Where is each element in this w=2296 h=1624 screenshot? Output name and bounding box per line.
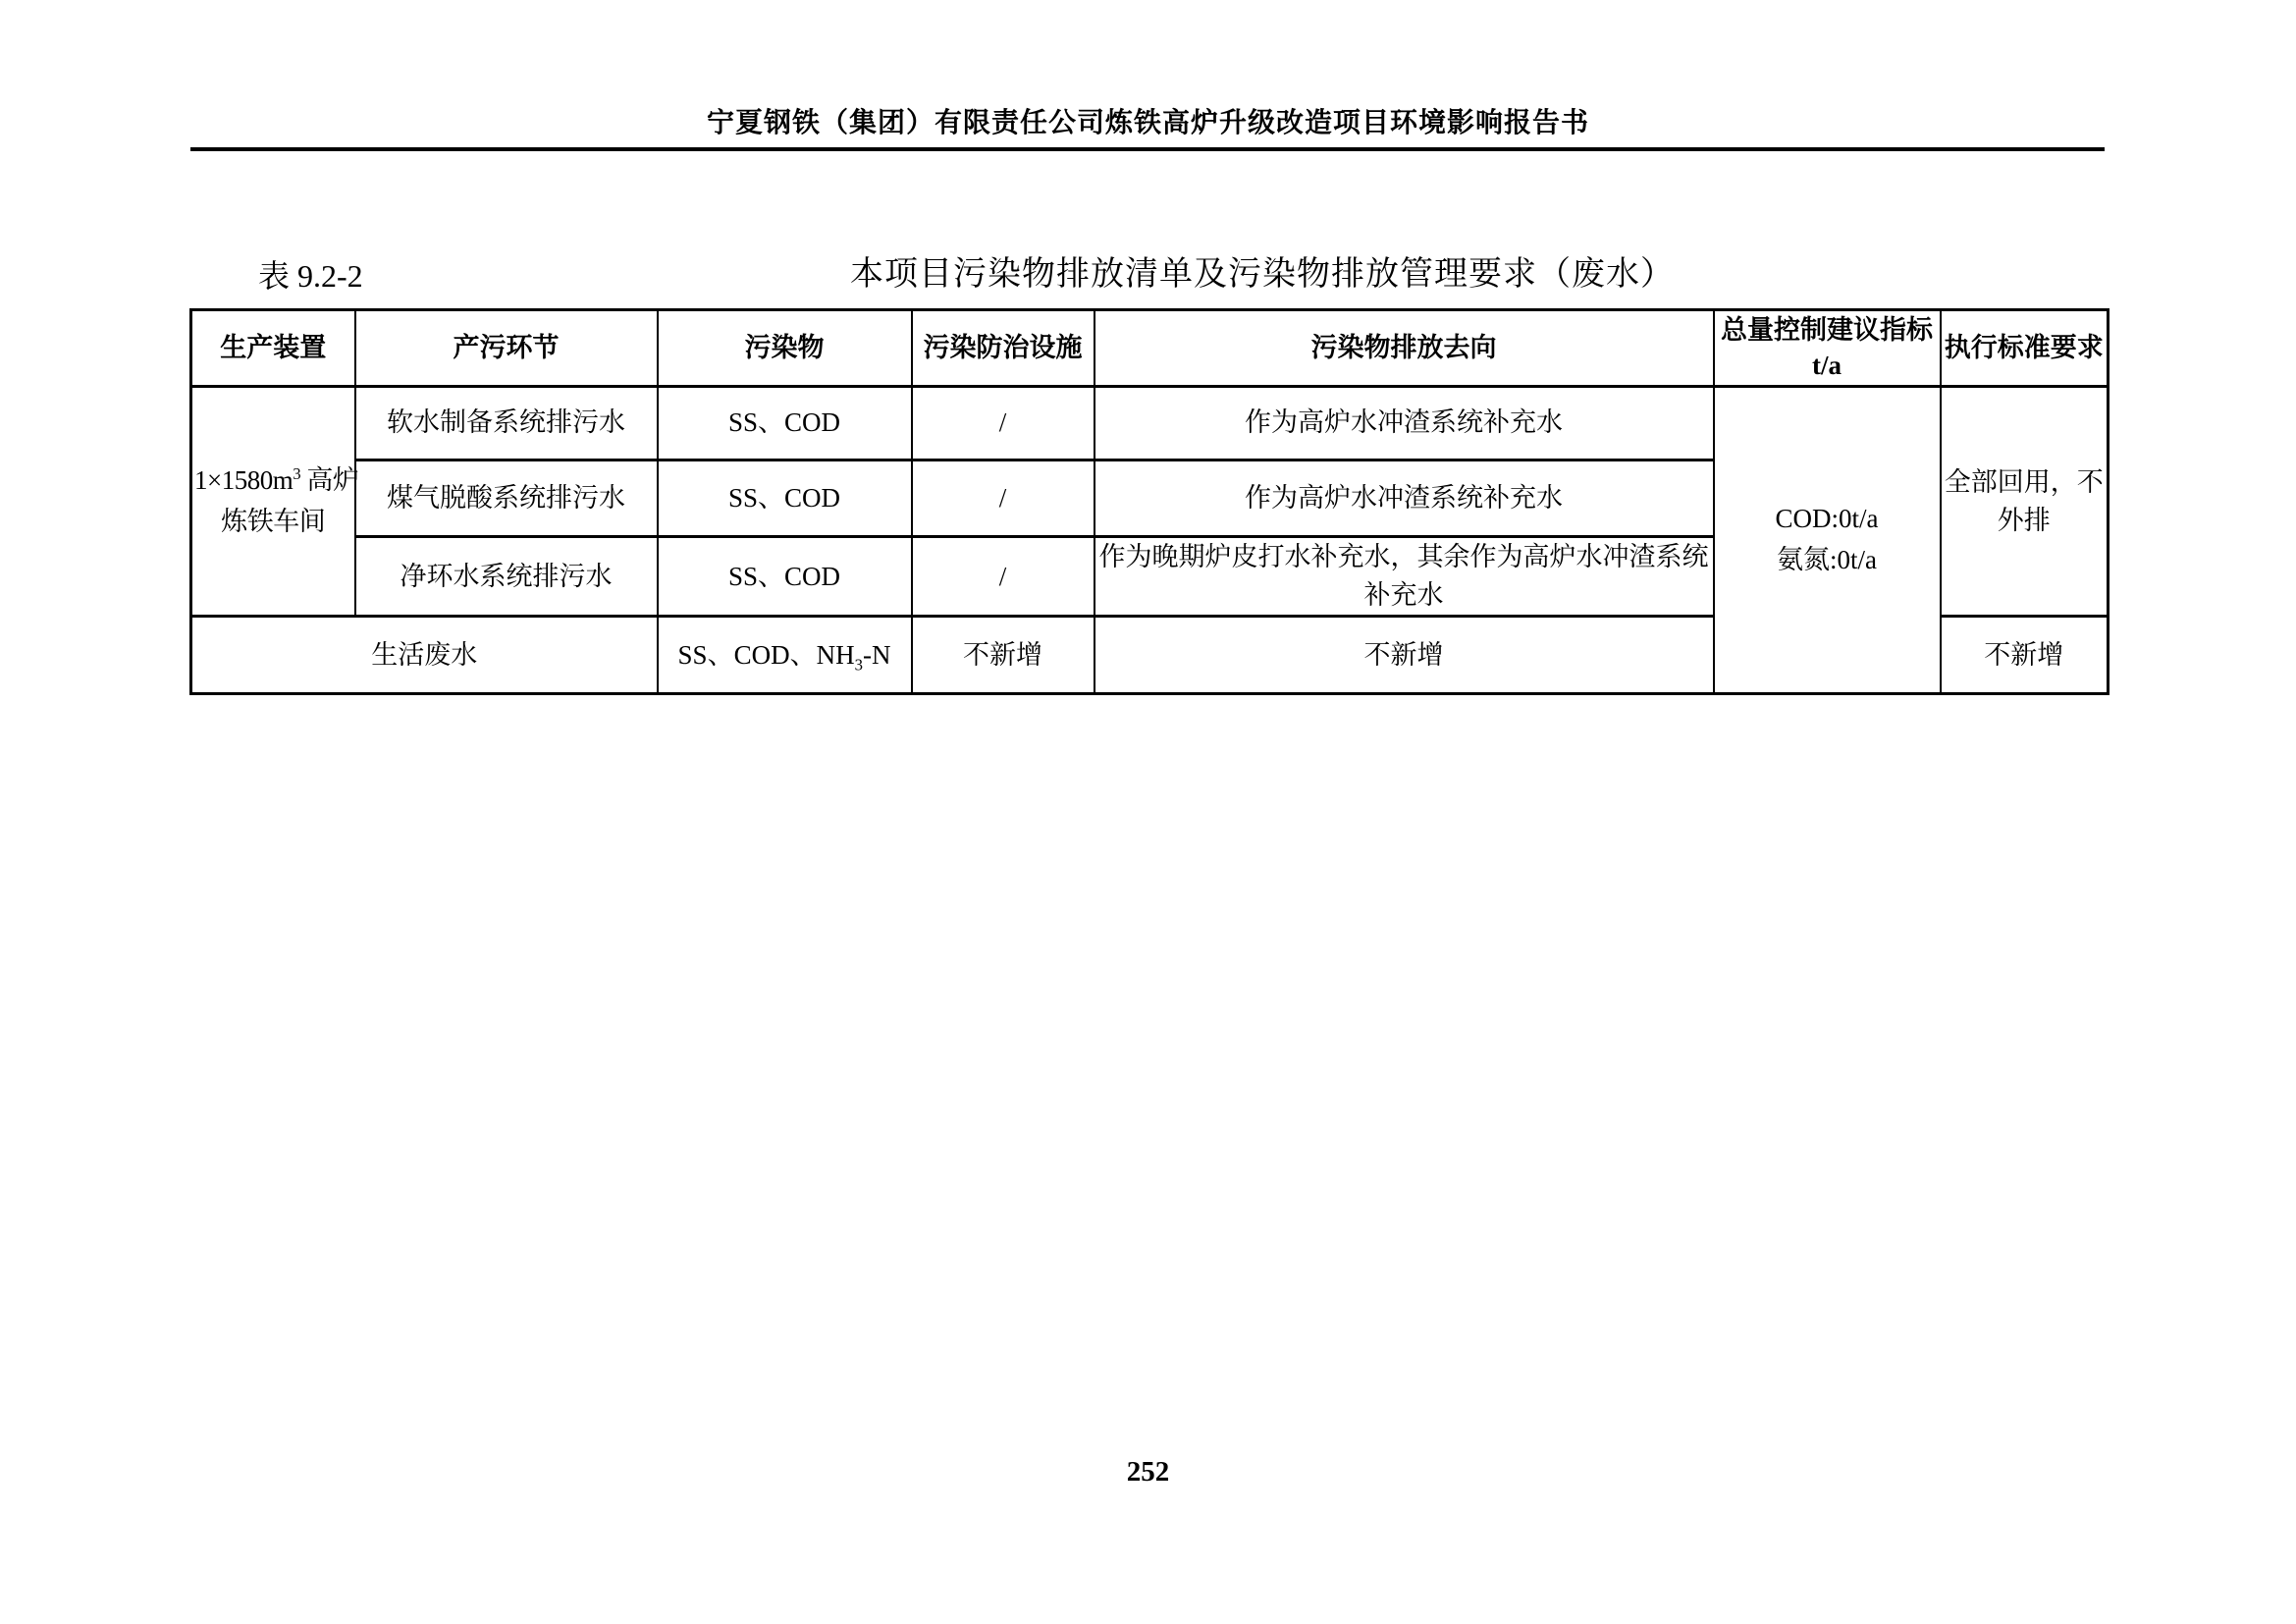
header-total-control-line1: 总量控制建议指标 bbox=[1721, 315, 1933, 346]
cell-pollutants: SS、COD bbox=[658, 387, 912, 460]
cell-destination: 作为晚期炉皮打水补充水，其余作为高炉水冲渣系统补充水 bbox=[1095, 537, 1714, 617]
cell-standard: 不新增 bbox=[1941, 617, 2109, 694]
table-row bbox=[191, 387, 2109, 460]
header-pollutants: 污染物 bbox=[658, 310, 912, 387]
cell-total-control bbox=[1714, 387, 1941, 694]
workshop-line1: $1\times 1580m^3$ 高炉 bbox=[194, 463, 359, 495]
header-control-facility: 污染防治设施 bbox=[912, 310, 1095, 387]
cell-destination: 作为高炉水冲渣系统补充水 bbox=[1095, 387, 1714, 460]
cell-facility: / bbox=[912, 460, 1095, 537]
cell-facility: 不新增 bbox=[912, 617, 1095, 694]
table-header-row bbox=[191, 310, 2109, 387]
cell-process-domestic: 生活废水 bbox=[191, 617, 658, 694]
running-header-title: 宁夏钢铁（集团）有限责任公司炼铁高炉升级改造项目环境影响报告书 bbox=[706, 108, 1589, 138]
cell-process: 软水制备系统排污水 bbox=[355, 387, 658, 460]
workshop-line2: 炼铁车间 bbox=[221, 506, 326, 536]
total-control-nh3: 氨氮:0t/a bbox=[1777, 545, 1877, 575]
cell-facility: / bbox=[912, 537, 1095, 617]
subscript-3: 3 bbox=[854, 655, 863, 675]
superscript-3: 3 bbox=[293, 463, 301, 483]
total-control-cod: COD:0t/a bbox=[1775, 504, 1879, 534]
cell-destination: 作为高炉水冲渣系统补充水 bbox=[1095, 460, 1714, 537]
cell-process: 净环水系统排污水 bbox=[355, 537, 658, 617]
header-production-unit: 生产装置 bbox=[191, 310, 355, 387]
page-number: 252 bbox=[1126, 1456, 1170, 1488]
cell-facility: / bbox=[912, 387, 1095, 460]
cell-pollutants: SS、COD bbox=[658, 537, 912, 617]
cell-destination: 不新增 bbox=[1095, 617, 1714, 694]
cell-standard-merged: 全部回用，不外排 bbox=[1941, 387, 2109, 617]
cell-workshop bbox=[191, 387, 359, 617]
header-discharge-destination: 污染物排放去向 bbox=[1095, 310, 1714, 387]
table-caption-label: 表 9.2-2 bbox=[258, 258, 363, 294]
header-rule bbox=[190, 147, 2105, 151]
header-total-control bbox=[1714, 310, 1941, 387]
header-total-control-line2: t/a bbox=[1812, 350, 1842, 380]
cell-pollutants: SS、COD、$NH_3-N$ bbox=[658, 617, 912, 694]
table-caption-title: 本项目污染物排放清单及污染物排放管理要求（废水） bbox=[850, 256, 1675, 293]
pollutant-discharge-table bbox=[189, 308, 2109, 695]
cell-pollutants: SS、COD bbox=[658, 460, 912, 537]
header-pollution-process: 产污环节 bbox=[355, 310, 658, 387]
cell-process: 煤气脱酸系统排污水 bbox=[355, 460, 658, 537]
header-standard-requirement: 执行标准要求 bbox=[1941, 310, 2109, 387]
